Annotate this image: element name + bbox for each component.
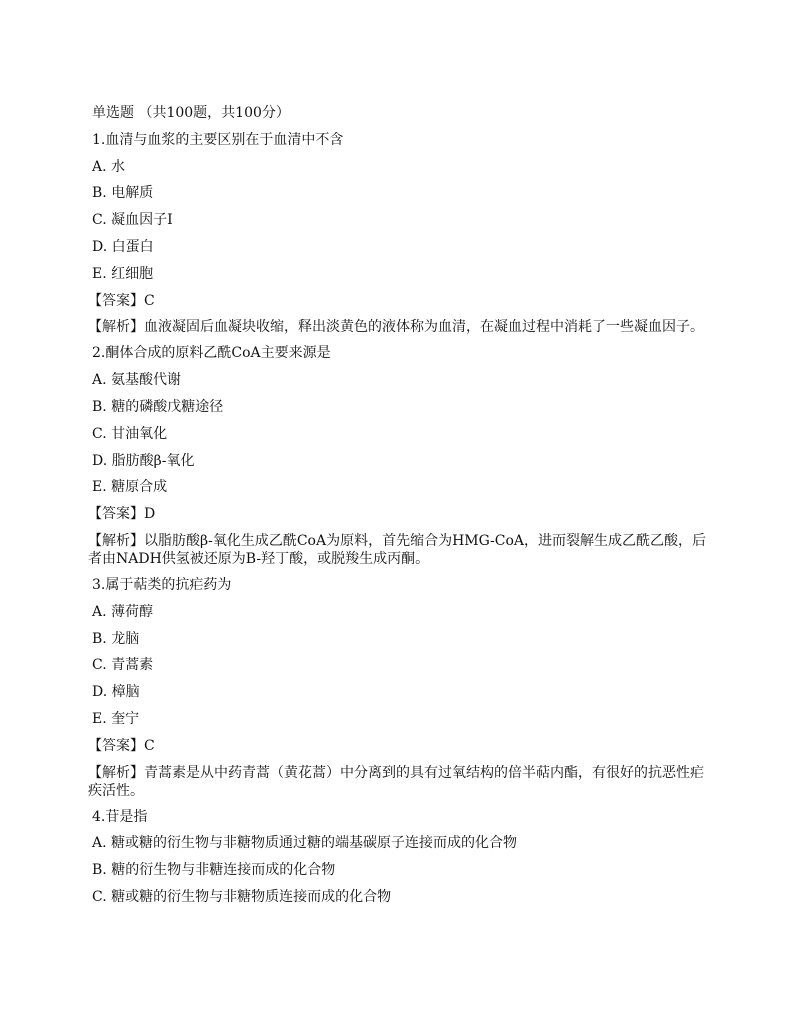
option-c: C. 青蒿素 [92, 657, 154, 674]
question-1 [88, 127, 712, 341]
option-d: D. 樟脑 [92, 684, 140, 701]
question-4 [92, 804, 712, 911]
answer-line [88, 501, 712, 528]
question-3 [88, 572, 712, 804]
analysis-block [88, 314, 712, 340]
analysis-text: 血液凝固后血凝块收缩，释出淡黄色的液体称为血清，在凝血过程中消耗了一些凝血因子。 [144, 319, 704, 336]
option-a: A. 糖或糖的衍生物与非糖物质通过糖的端基碳原子连接而成的化合物 [92, 835, 518, 852]
analysis-text: 青蒿素是从中药青蒿（黄花蒿）中分离到的具有过氧结构的倍半萜内酯，有很好的抗恶性疟疾活性。 [88, 764, 704, 799]
analysis-label: 【解析】 [88, 764, 144, 781]
question-stem: 4.苷是指 [92, 808, 148, 825]
exam-page [88, 100, 712, 911]
option-c: C. 糖或糖的衍生物与非糖物质连接而成的化合物 [92, 888, 392, 905]
option-d: D. 白蛋白 [92, 238, 154, 255]
answer-value: C [144, 737, 155, 754]
option-b: B. 电解质 [92, 185, 154, 202]
section-header: 单选题 （共100题，共100分） [92, 105, 290, 121]
question-stem: 3.属于萜类的抗疟药为 [92, 576, 232, 593]
analysis-block [88, 528, 712, 572]
analysis-text: 以脂肪酸β-氧化生成乙酰CoA为原料，首先缩合为HMG-CoA，进而裂解生成乙酰乙酸，后者由NADH供氢被还原为B-羟丁酸，或脱羧生成丙酮。 [88, 532, 707, 567]
answer-line [88, 288, 712, 315]
option-c: C. 凝血因子Ⅰ [92, 212, 173, 229]
option-e: E. 红细胞 [92, 265, 154, 282]
answer-label: 【答案】 [88, 292, 144, 309]
option-e: E. 糖原合成 [92, 479, 168, 496]
option-b: B. 糖的磷酸戊糖途径 [92, 398, 224, 415]
question-stem: 2.酮体合成的原料乙酰CoA主要来源是 [92, 345, 331, 362]
question-stem: 1.血清与血浆的主要区别在于血清中不含 [92, 131, 344, 148]
option-e: E. 奎宁 [92, 710, 140, 727]
question-2 [88, 340, 712, 572]
analysis-label: 【解析】 [88, 319, 144, 336]
option-b: B. 龙脑 [92, 630, 140, 647]
answer-label: 【答案】 [88, 506, 144, 523]
option-d: D. 脂肪酸β-氧化 [92, 452, 195, 469]
option-a: A. 薄荷醇 [92, 603, 154, 620]
answer-value: D [144, 506, 156, 523]
option-a: A. 水 [92, 158, 126, 175]
answer-line [88, 733, 712, 760]
answer-value: C [144, 292, 155, 309]
answer-label: 【答案】 [88, 737, 144, 754]
analysis-label: 【解析】 [88, 532, 144, 549]
option-b: B. 糖的衍生物与非糖连接而成的化合物 [92, 862, 336, 879]
option-c: C. 甘油氧化 [92, 425, 168, 442]
option-a: A. 氨基酸代谢 [92, 372, 182, 389]
analysis-block [88, 760, 712, 804]
